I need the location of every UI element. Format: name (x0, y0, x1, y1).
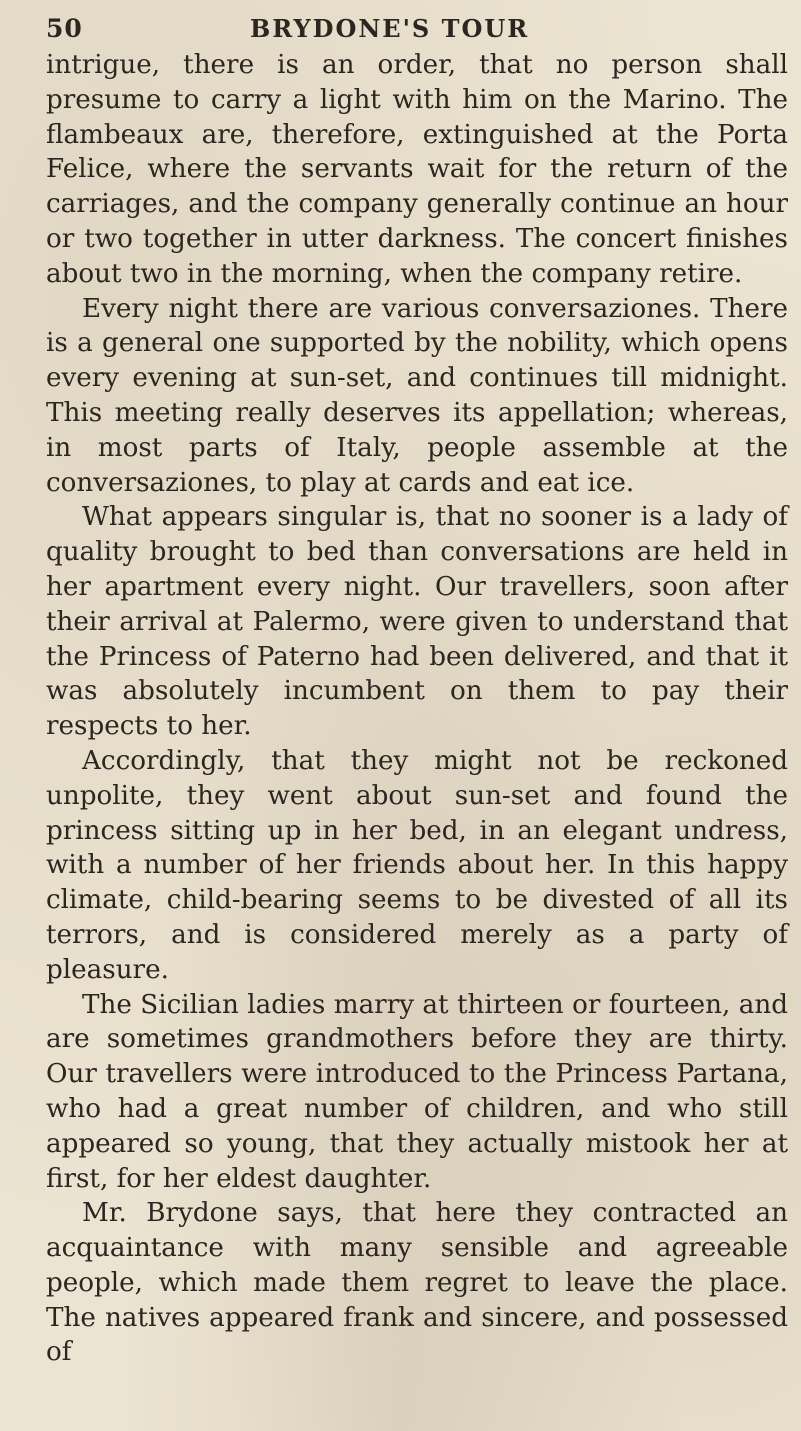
paragraph: Mr. Brydone says, that here they contracted an acquaintance with many sensible and agreeable people, which made them regret to leave the place. The natives appeared frank and sincere, and possessed of (46, 1198, 788, 1368)
paragraph: Accordingly, that they might not be reckoned unpolite, they went about sun-set and found the princess sitting up in her bed, in an elegant undress, with a number of her friends about her. In this happy climate, child-bearing seems to be divested of all its terrors, and is considered merely as a party of pleasure. (46, 745, 788, 985)
book-page (46, 14, 788, 1370)
paragraph: Every night there are various conversaziones. There is a general one supported by the nobility, which opens every evening at sun-set, and continues till midnight. This meeting really deserves its appellation; whereas, in most parts of Italy, people assemble at the conversaziones, to play at cards and eat ice. (46, 293, 788, 498)
paragraph: What appears singular is, that no sooner is a lady of quality brought to bed than conversations are held in her apartment every night. Our travellers, soon after their arrival at Palermo, were given to understand that the Princess of Paterno had been delivered, and that it was absolutely incumbent on them to pay their respects to her. (46, 502, 788, 742)
paragraph: The Sicilian ladies marry at thirteen or fourteen, and are sometimes grandmothers before they are thirty. Our travellers were introduced to the Princess Partana, who had a great number of children, and who still appeared so young, that they actually mistook her at first, for her eldest daughter. (46, 989, 788, 1194)
running-head: BRYDONE'S TOUR (250, 14, 530, 43)
page-number: 50 (46, 14, 83, 43)
body-text (46, 48, 788, 1370)
paragraph: intrigue, there is an order, that no person shall presume to carry a light with him on the Marino. The flambeaux are, therefore, extinguished at the Porta Felice, where the servants wait for the return of the carriages, and the company generally continue an hour or two together in utter darkness. The concert finishes about two in the morning, when the company retire. (46, 50, 788, 289)
